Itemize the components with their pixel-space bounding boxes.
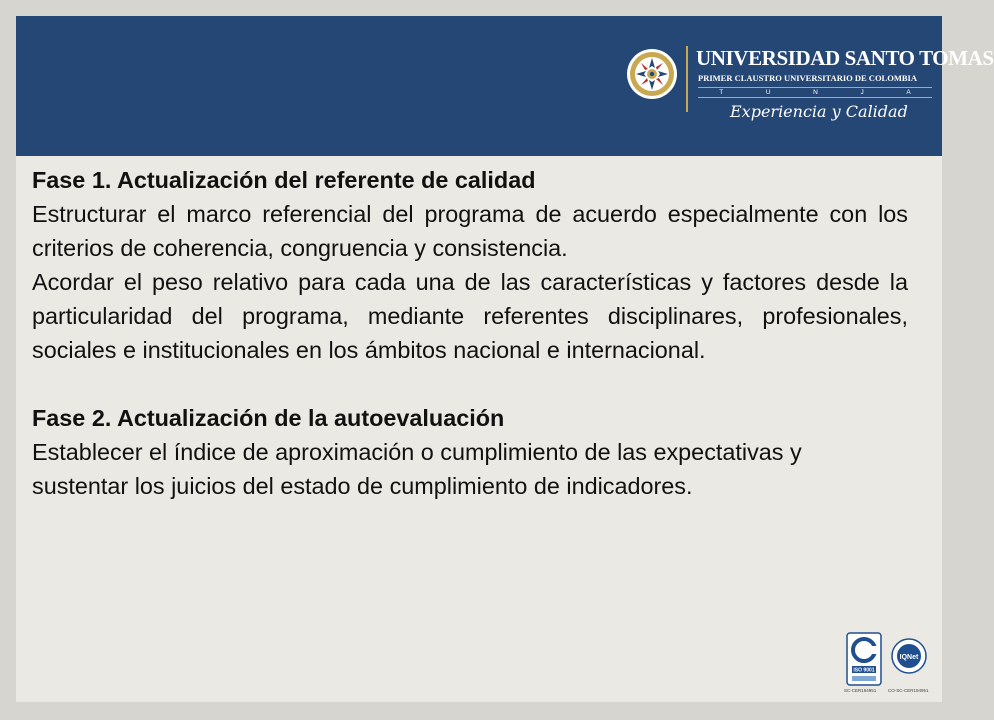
section-heading-fase-2: Fase 2. Actualización de la autoevaluación bbox=[32, 405, 505, 431]
spacer bbox=[32, 367, 908, 401]
university-motto: Experiencia y Calidad bbox=[730, 102, 908, 121]
certificate-code: SC-CER194951 bbox=[844, 688, 877, 693]
section-paragraph: Acordar el peso relativo para cada una de las características y factores desde la particularidad del programa, mediante referentes disciplinares, profesionales, sociales e institucionales en los ámbitos nacional e internacional. bbox=[32, 269, 908, 363]
city-letter: U bbox=[765, 89, 771, 96]
city-letter: N bbox=[813, 89, 818, 96]
university-subtitle: PRIMER CLAUSTRO UNIVERSITARIO DE COLOMBIA bbox=[698, 73, 917, 83]
university-name: UNIVERSIDAD SANTO TOMAS bbox=[696, 46, 994, 70]
icontec-iso-badge-icon bbox=[846, 632, 882, 686]
logo-divider bbox=[686, 46, 688, 112]
section-heading-fase-1: Fase 1. Actualización del referente de calidad bbox=[32, 167, 536, 193]
university-seal-icon bbox=[626, 48, 678, 100]
city-letter: T bbox=[719, 89, 724, 96]
iso-badge-label: ISO 9001 bbox=[853, 667, 875, 674]
section-paragraph: Establecer el índice de aproximación o cumplimiento de las expectativas y sustentar los juicios del estado de cumplimiento de indicadores. bbox=[32, 439, 802, 499]
iqnet-badge-label: IQNet bbox=[899, 654, 919, 661]
city-letter: J bbox=[860, 89, 864, 96]
certificate-code: CO-SC-CER194951 bbox=[888, 688, 929, 693]
university-logo bbox=[612, 28, 994, 140]
certification-logos bbox=[844, 632, 930, 700]
city-name bbox=[698, 87, 932, 98]
section-paragraph: Estructurar el marco referencial del programa de acuerdo especialmente con los criterios de coherencia, congruencia y consistencia. bbox=[32, 201, 908, 261]
city-letter: A bbox=[906, 89, 911, 96]
iqnet-badge-icon bbox=[890, 632, 928, 686]
slide-content bbox=[32, 163, 908, 503]
